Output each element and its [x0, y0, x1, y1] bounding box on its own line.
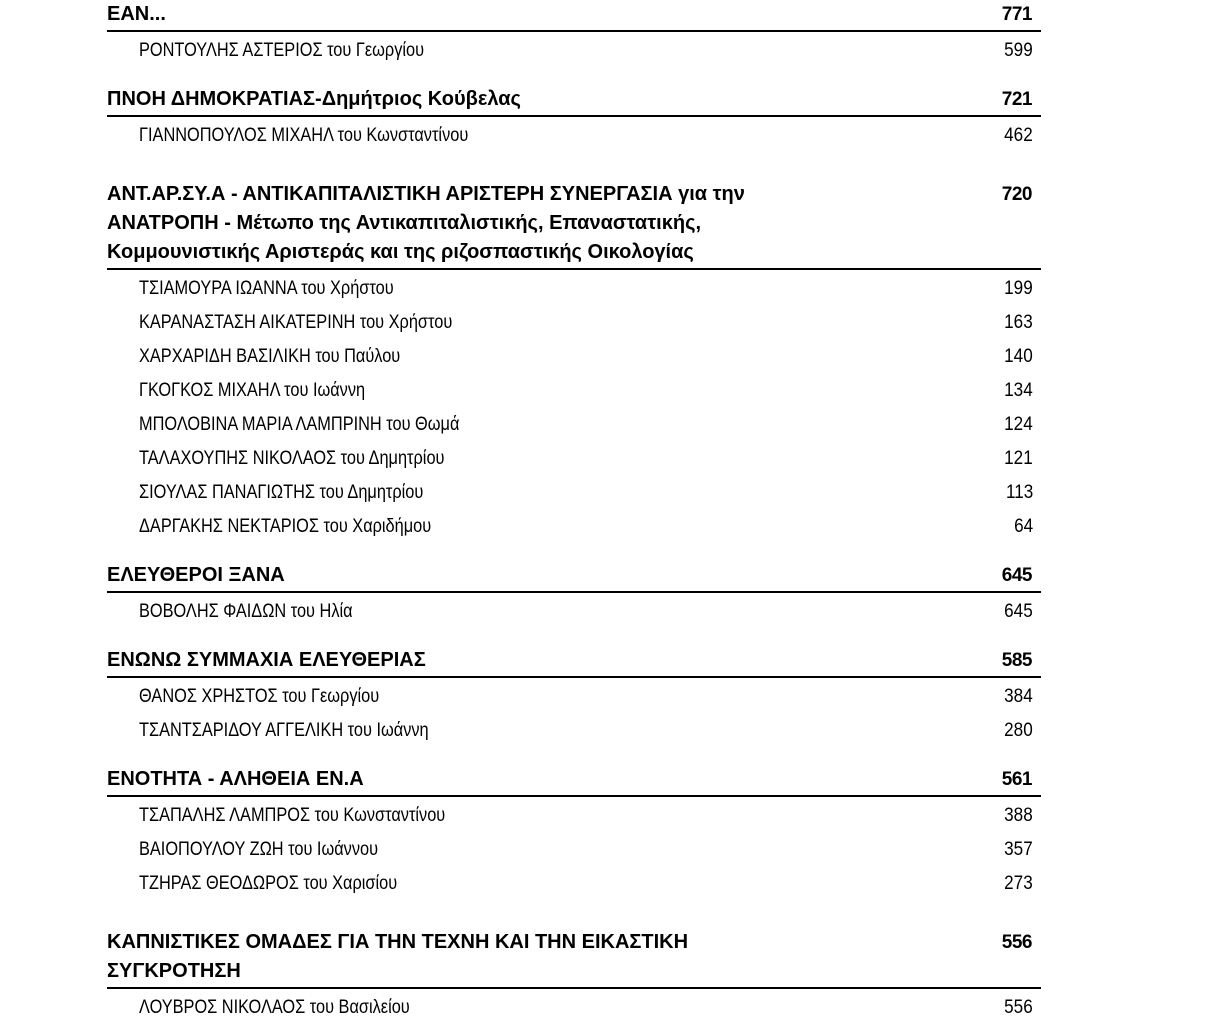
candidate-votes: 556: [1004, 997, 1033, 1018]
candidate-votes: 357: [1004, 839, 1033, 860]
candidate-name: ΡΟΝΤΟΥΛΗΣ ΑΣΤΕΡΙΟΣ του Γεωργίου: [139, 40, 425, 61]
candidate-list: [107, 270, 1041, 544]
candidate-name: ΚΑΡΑΝΑΣΤΑΣΗ ΑΙΚΑΤΕΡΙΝΗ του Χρήστου: [139, 312, 453, 333]
candidate-name: ΤΣΑΝΤΣΑΡΙΔΟΥ ΑΓΓΕΛΙΚΗ του Ιωάννη: [139, 720, 429, 741]
candidate-votes: 124: [1004, 414, 1033, 435]
candidate-votes: 199: [1004, 278, 1033, 299]
party-name: ΑΝΤ.ΑΡ.ΣΥ.Α - ΑΝΤΙΚΑΠΙΤΑΛΙΣΤΙΚΗ ΑΡΙΣΤΕΡΗ ΣΥΝΕΡΓΑΣΙΑ για την ΑΝΑΤΡΟΠΗ - Μέτωπο της Αντικαπιταλιστικής, Επαναστατικής, Κομμουνιστικής Αριστεράς και της ριζοσπαστικής Οικολογίας: [107, 183, 745, 263]
candidate-row: [107, 119, 1041, 153]
party-block: [107, 765, 1041, 901]
party-block: [107, 561, 1041, 629]
candidate-row: [107, 991, 1041, 1025]
candidate-name: ΤΣΑΠΑΛΗΣ ΛΑΜΠΡΟΣ του Κωνσταντίνου: [139, 805, 446, 826]
candidate-row: [107, 374, 1041, 408]
candidate-votes: 645: [1004, 601, 1033, 622]
candidate-votes: 280: [1004, 720, 1033, 741]
party-name: ΚΑΠΝΙΣΤΙΚΕΣ ΟΜΑΔΕΣ ΓΙΑ ΤΗΝ ΤΕΧΝΗ ΚΑΙ ΤΗΝ ΕΙΚΑΣΤΙΚΗ ΣΥΓΚΡΟΤΗΣΗ: [107, 931, 689, 982]
party-block: [107, 0, 1041, 68]
candidate-name: ΛΟΥΒΡΟΣ ΝΙΚΟΛΑΟΣ του Βασιλείου: [139, 997, 410, 1018]
candidate-row: [107, 595, 1041, 629]
candidate-name: ΤΣΙΑΜΟΥΡΑ ΙΩΑΝΝΑ του Χρήστου: [139, 278, 394, 299]
candidate-name: ΜΠΟΛΟΒΙΝΑ ΜΑΡΙΑ ΛΑΜΠΡΙΝΗ του Θωμά: [139, 414, 460, 435]
candidate-list: [107, 989, 1041, 1025]
candidate-name: ΤΑΛΑΧΟΥΠΗΣ ΝΙΚΟΛΑΟΣ του Δημητρίου: [139, 448, 445, 469]
candidate-votes: 163: [1004, 312, 1033, 333]
candidate-list: [107, 593, 1041, 629]
party-votes: 771: [1001, 4, 1032, 25]
party-votes: 645: [1001, 565, 1032, 586]
candidate-row: [107, 272, 1041, 306]
candidate-name: ΓΚΟΓΚΟΣ ΜΙΧΑΗΛ του Ιωάννη: [139, 380, 366, 401]
party-header: [107, 765, 1041, 797]
candidate-row: [107, 306, 1041, 340]
candidate-votes: 273: [1004, 873, 1033, 894]
candidate-row: [107, 340, 1041, 374]
candidate-votes: 384: [1004, 686, 1033, 707]
candidate-list: [107, 797, 1041, 901]
party-name: ΕΝΟΤΗΤΑ - ΑΛΗΘΕΙΑ ΕΝ.Α: [107, 768, 364, 790]
party-header: [107, 646, 1041, 678]
candidate-name: ΣΙΟΥΛΑΣ ΠΑΝΑΓΙΩΤΗΣ του Δημητρίου: [139, 482, 424, 503]
party-name: ΕΛΕΥΘΕΡΟΙ ΞΑΝΑ: [107, 564, 285, 586]
party-header: [107, 85, 1041, 117]
party-votes: 721: [1001, 89, 1032, 110]
party-votes: 561: [1001, 769, 1032, 790]
party-header: [107, 928, 1041, 989]
candidate-name: ΧΑΡΧΑΡΙΔΗ ΒΑΣΙΛΙΚΗ του Παύλου: [139, 346, 401, 367]
party-block: [107, 85, 1041, 153]
candidate-list: [107, 32, 1041, 68]
candidate-name: ΔΑΡΓΑΚΗΣ ΝΕΚΤΑΡΙΟΣ του Χαριδήμου: [139, 516, 432, 537]
candidate-votes: 134: [1004, 380, 1033, 401]
candidate-row: [107, 867, 1041, 901]
party-header: [107, 0, 1041, 32]
candidate-name: ΓΙΑΝΝΟΠΟΥΛΟΣ ΜΙΧΑΗΛ του Κωνσταντίνου: [139, 125, 469, 146]
candidate-votes: 113: [1005, 482, 1033, 503]
candidate-row: [107, 714, 1041, 748]
party-votes: 556: [1001, 932, 1032, 953]
candidate-votes: 388: [1004, 805, 1033, 826]
candidate-votes: 140: [1004, 346, 1033, 367]
candidate-list: [107, 678, 1041, 748]
party-block: [107, 180, 1041, 544]
candidate-row: [107, 408, 1041, 442]
party-header: [107, 180, 1041, 270]
party-votes: 585: [1001, 650, 1032, 671]
candidate-row: [107, 510, 1041, 544]
party-block: [107, 928, 1041, 1025]
candidate-votes: 462: [1004, 125, 1033, 146]
party-block: [107, 646, 1041, 748]
party-name: ΕΝΩΝΩ ΣΥΜΜΑΧΙΑ ΕΛΕΥΘΕΡΙΑΣ: [107, 649, 426, 671]
candidate-row: [107, 476, 1041, 510]
candidate-row: [107, 833, 1041, 867]
results-document: [107, 0, 1041, 1025]
party-name: ΠΝΟΗ ΔΗΜΟΚΡΑΤΙΑΣ-Δημήτριος Κούβελας: [107, 88, 521, 110]
candidate-row: [107, 442, 1041, 476]
party-header: [107, 561, 1041, 593]
candidate-name: ΒΑΙΟΠΟΥΛΟΥ ΖΩΗ του Ιωάννου: [139, 839, 379, 860]
candidate-row: [107, 34, 1041, 68]
party-name: ΕΑΝ...: [107, 3, 166, 25]
candidate-list: [107, 117, 1041, 153]
candidate-name: ΘΑΝΟΣ ΧΡΗΣΤΟΣ του Γεωργίου: [139, 686, 380, 707]
candidate-votes: 64: [1013, 516, 1033, 537]
party-votes: 720: [1001, 184, 1032, 205]
candidate-name: ΤΖΗΡΑΣ ΘΕΟΔΩΡΟΣ του Χαρισίου: [139, 873, 398, 894]
candidate-name: ΒΟΒΟΛΗΣ ΦΑΙΔΩΝ του Ηλία: [139, 601, 353, 622]
candidate-row: [107, 799, 1041, 833]
candidate-row: [107, 680, 1041, 714]
candidate-votes: 599: [1004, 40, 1033, 61]
candidate-votes: 121: [1004, 448, 1033, 469]
